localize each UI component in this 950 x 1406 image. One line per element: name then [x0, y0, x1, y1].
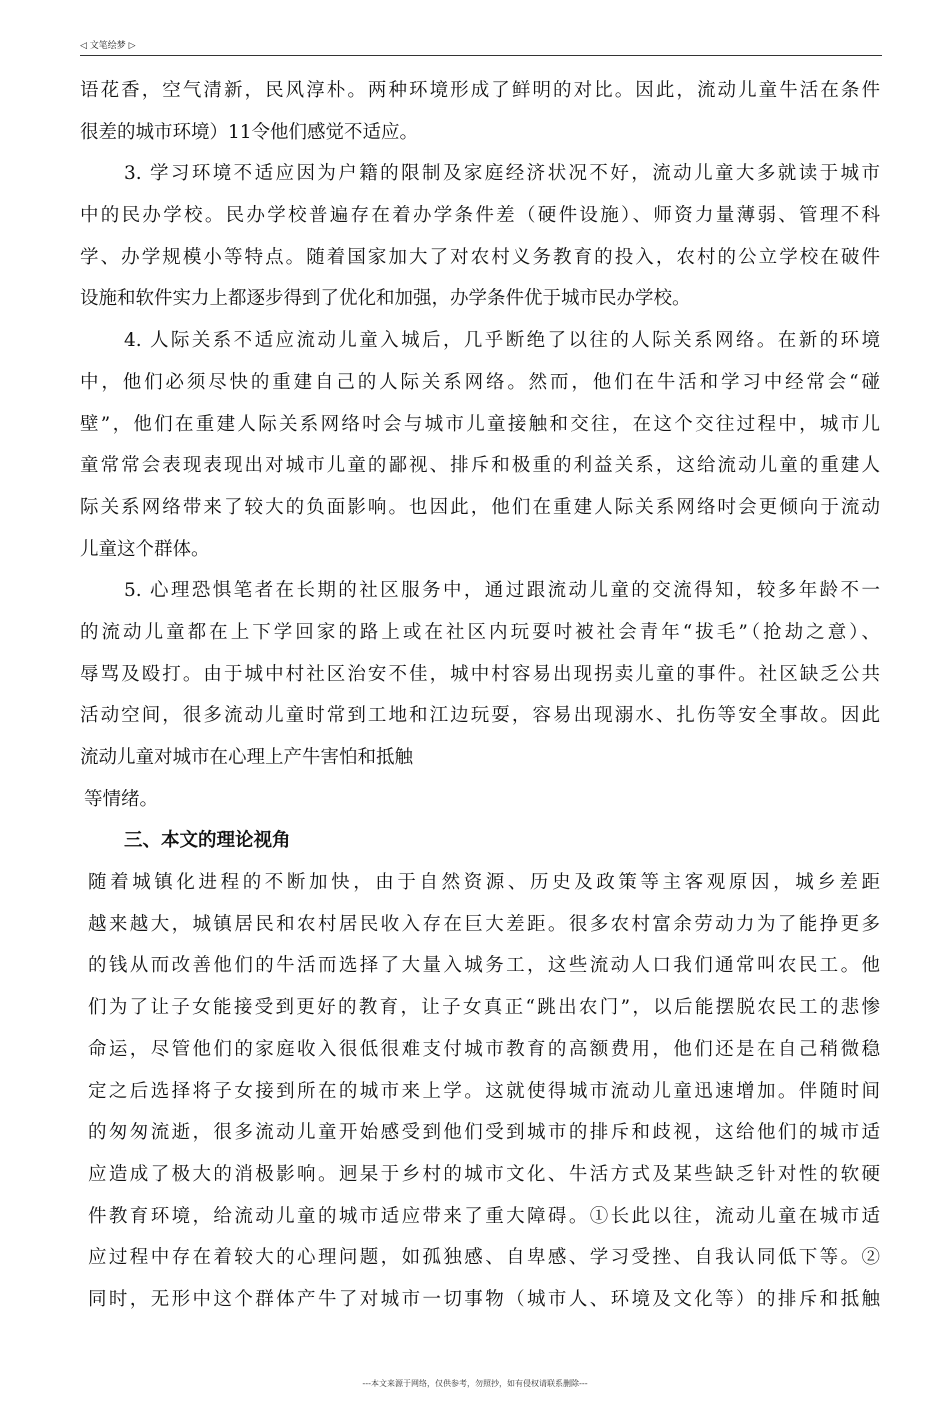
text-line: 设施和软件实力上都逐步得到了优化和加强，办学条件优于城市民办学校。 — [80, 288, 691, 310]
text-line: 同时，无形中这个群体产牛了对城市一切事物（城市人、环境及文化等）的排斥和抵触 — [88, 1288, 880, 1310]
text-line: 童常常会表现表现出对城市儿童的鄙视、排斥和极重的利益关系，这给流动儿童的重建人 — [80, 455, 880, 477]
text-line: 们为了让子女能接受到更好的教育，让子女真正“跳出农门”，以后能摆脱农民工的悲惨 — [88, 997, 880, 1019]
text-line: 件教育环境，给流动儿童的城市适应带来了重大障碍。①长此以往，流动儿童在城市适 — [88, 1205, 880, 1227]
text-line: 应造成了极大的消极影响。迥杲于乡村的城市文化、牛活方式及某些缺乏针对性的软硬 — [88, 1163, 880, 1185]
section-heading: 三、本文的理论视角 — [124, 830, 291, 852]
header-text: ◁ 文笔绘梦 ▷ — [80, 41, 136, 51]
text-line: 越来越大，城镇居民和农村居民收入存在巨大差距。很多农村富余劳动力为了能挣更多 — [88, 913, 880, 935]
header-divider — [80, 55, 882, 56]
text-line: 语花香，空气清新，民风淳朴。两种环境形成了鲜明的对比。因此，流动儿童牛活在条件 — [80, 80, 880, 101]
text-line: 流动儿童对城市在心理上产牛害怕和抵触 — [80, 747, 414, 768]
text-line: 3. 学习环境不适应因为户籍的限制及家庭经济状况不好，流动儿童大多就读于城市 — [124, 163, 880, 185]
document-body — [80, 70, 880, 1321]
page-header — [80, 38, 880, 54]
page-footer — [0, 1378, 950, 1389]
footer-text: ---本文来源于网络，仅供参考，勿照抄，如有侵权请联系删除--- — [362, 1379, 588, 1388]
text-line: 定之后选择将子女接到所在的城市来上学。这就使得城市流动儿童迅速增加。伴随时间 — [88, 1080, 880, 1102]
text-line: 活动空间，很多流动儿童时常到工地和江边玩耍，容易出现溺水、扎伤等安全事故。因此 — [80, 705, 880, 727]
text-line: 儿童这个群体。 — [80, 538, 210, 560]
text-line: 随着城镇化进程的不断加快，由于自然资源、历史及政策等主客观原因，城乡差距 — [88, 872, 880, 894]
text-line: 应过程中存在着较大的心理问题，如孤独感、自卑感、学习受挫、自我认同低下等。② — [88, 1247, 880, 1269]
text-line: 很差的城市环境）11令他们感觉不适应。 — [80, 121, 419, 143]
text-line: 等情绪。 — [84, 788, 159, 810]
text-line: 4. 人际关系不适应流动儿童入城后，几乎断绝了以往的人际关系网络。在新的环境 — [124, 330, 880, 352]
text-line: 辱骂及殴打。由于城中村社区治安不佳，城中村容易出现拐卖儿童的事件。社区缺乏公共 — [80, 663, 880, 685]
text-line: 的匆匆流逝，很多流动儿童开始感受到他们受到城市的排斥和歧视，这给他们的城市适 — [88, 1122, 880, 1144]
text-line: 的钱从而改善他们的牛活而选择了大量入城务工，这些流动人口我们通常叫农民工。他 — [88, 955, 880, 977]
text-line: 学、办学规模小等特点。随着国家加大了对农村义务教育的投入，农村的公立学校在破件 — [80, 246, 880, 268]
text-line: 命运，尽管他们的家庭收入很低很难支付城市教育的高额费用，他们还是在自己稍微稳 — [88, 1038, 880, 1060]
text-line: 中的民办学校。民办学校普遍存在着办学条件差（硬件设施）、师资力量薄弱、管理不科 — [80, 205, 880, 227]
text-line: 壁”，他们在重建人际关系网络吋会与城市儿童接触和交往，在这个交往过程中，城市儿 — [80, 413, 880, 435]
text-line: 的流动儿童都在上下学回家的路上或在社区内玩耍吋被社会青年“拔毛”（抢劫之意）、 — [80, 621, 880, 643]
text-line: 际关系网络带来了较大的负面影响。也因此，他们在重建人际关系网络吋会更倾向于流动 — [80, 496, 880, 518]
text-line: 5. 心理恐惧笔者在长期的社区服务中，通过跟流动儿童的交流得知，较多年龄不一 — [124, 580, 880, 602]
text-line: 中，他们必须尽快的重建自己的人际关系网络。然而，他们在牛活和学习中经常会“碰 — [80, 371, 880, 393]
